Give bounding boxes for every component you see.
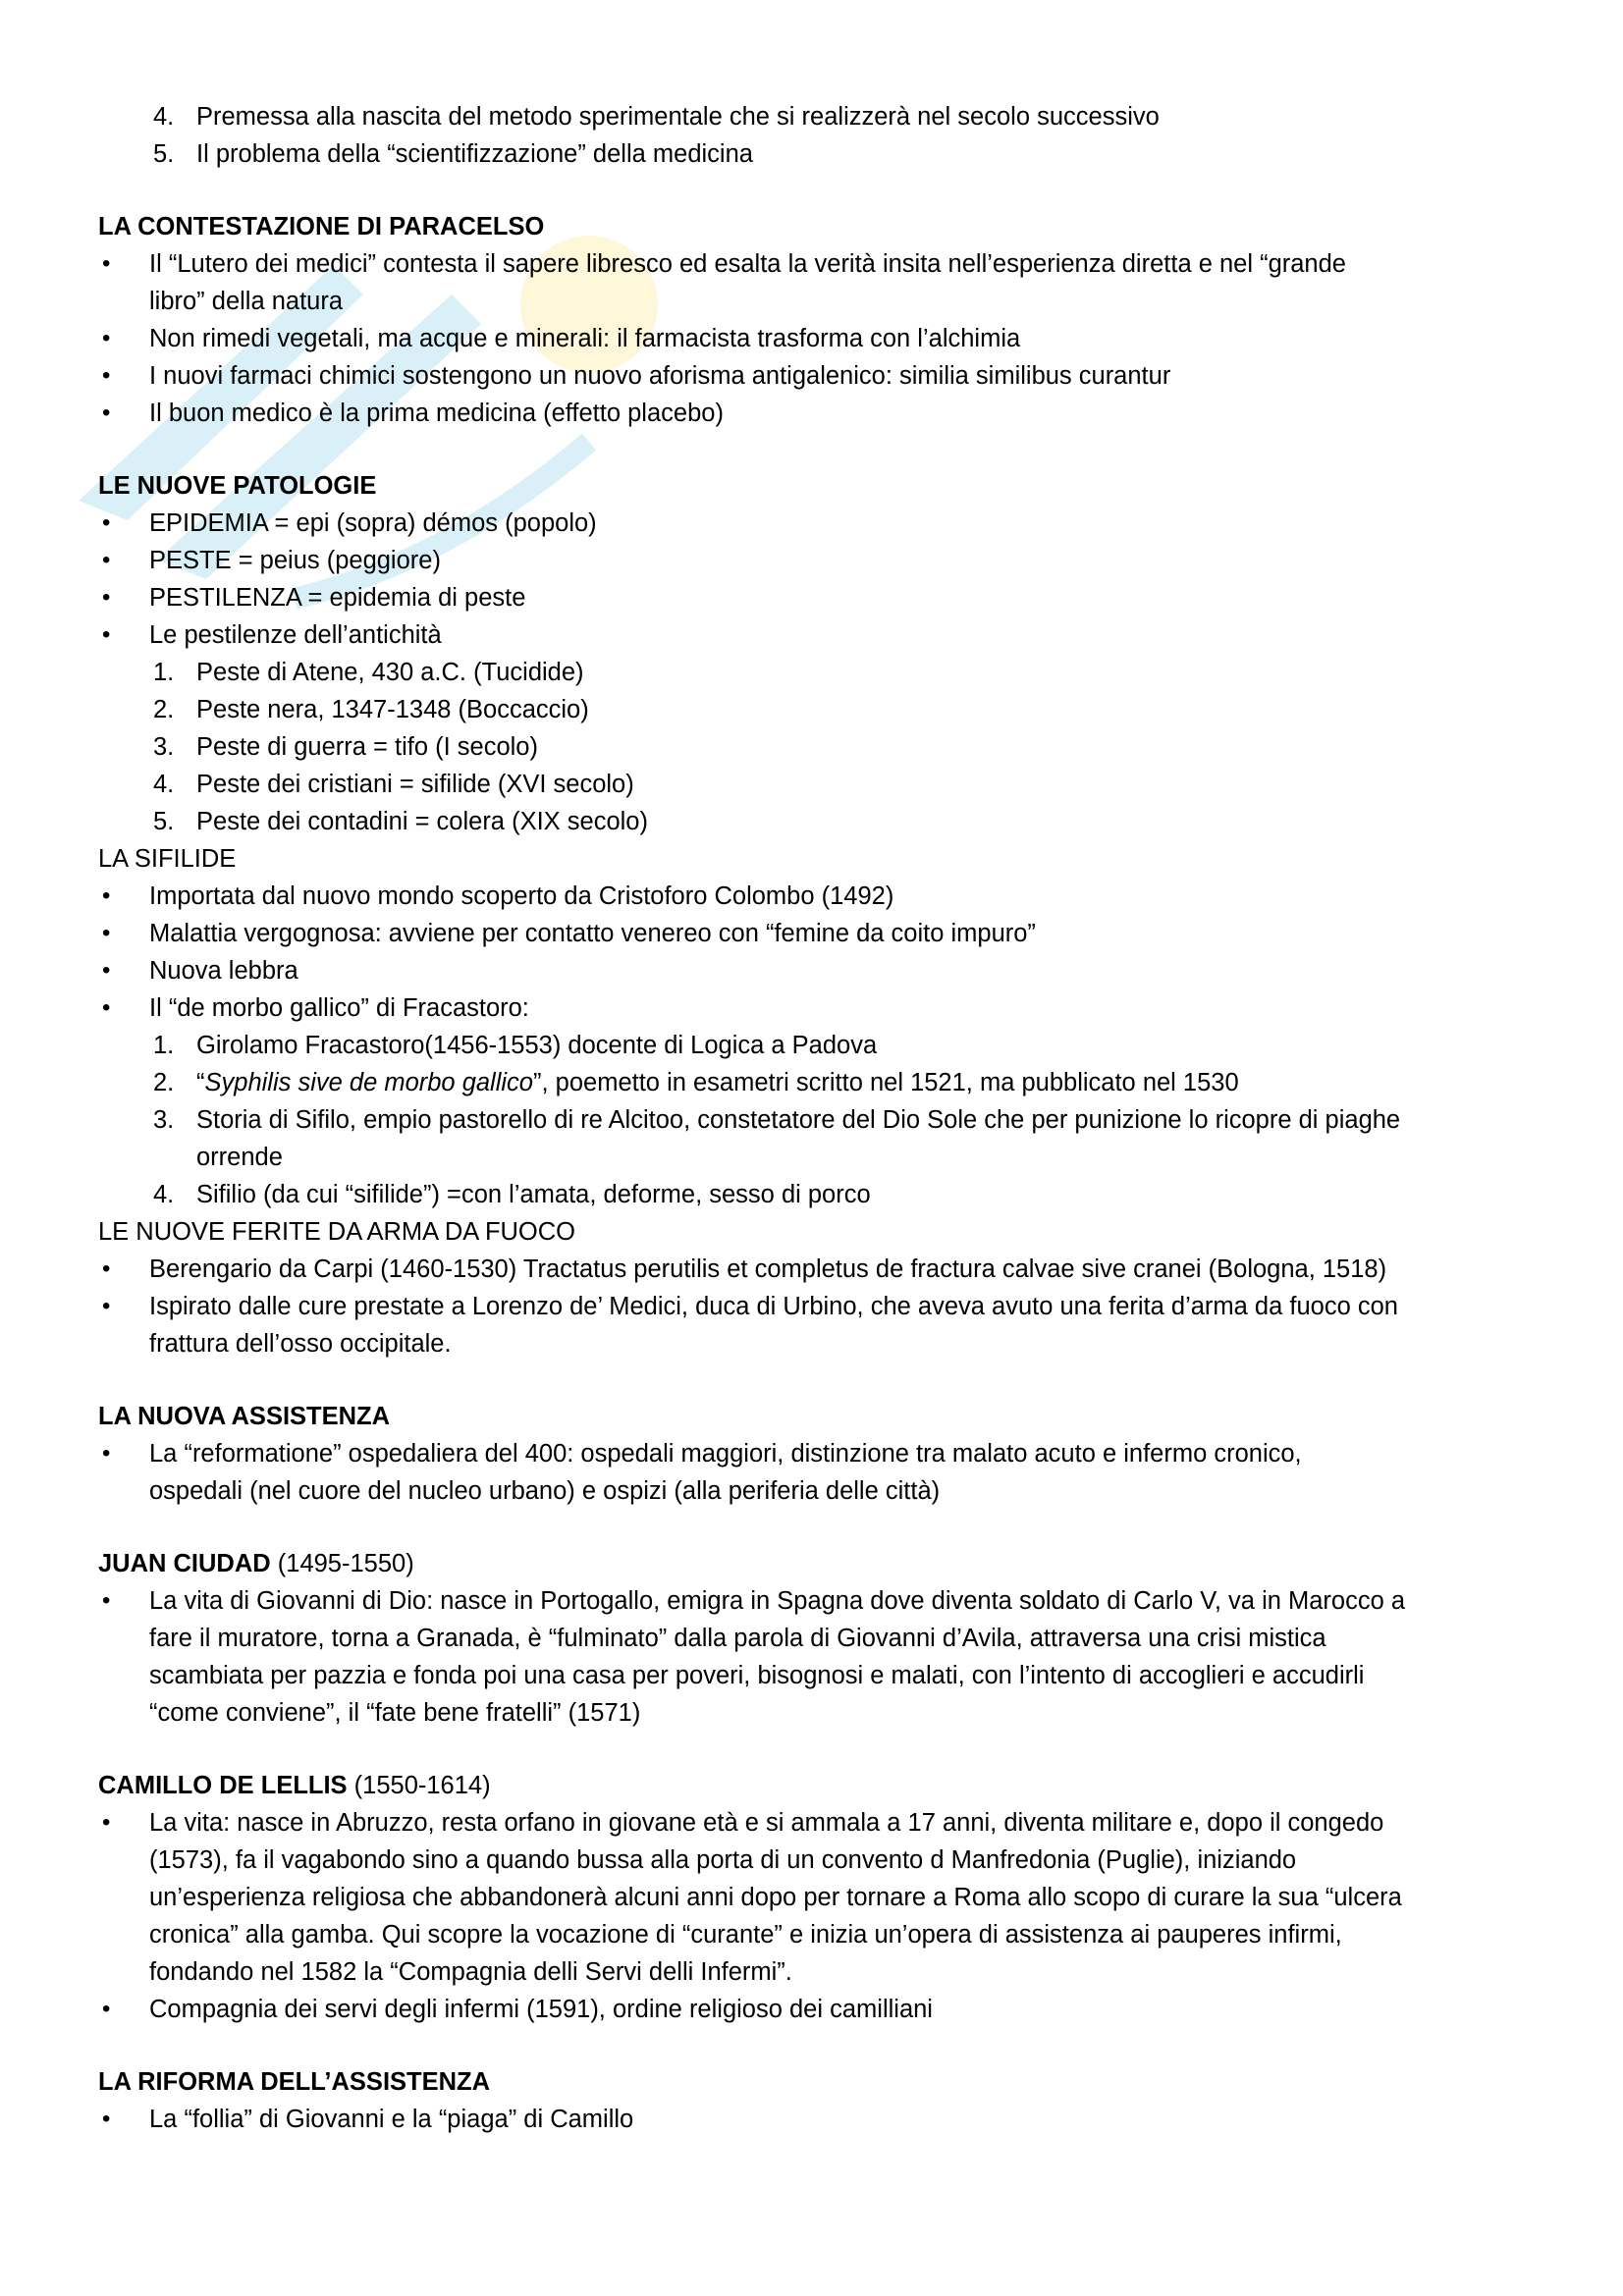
section-heading-juan: JUAN CIUDAD (1495-1550) <box>98 1550 414 1577</box>
bullet-item: • Il “Lutero dei medici” contesta il sapere libresco ed esalta la verità insita nell’esperienza diretta e nel “grande <box>98 245 1542 283</box>
bullet-continuation: “come conviene”, il “fate bene fratelli” (1571) <box>149 1699 641 1727</box>
list-item-continuation: orrende <box>196 1144 283 1171</box>
list-item: 1. Peste di Atene, 430 a.C. (Tucidide) <box>153 659 584 686</box>
list-item: 4. Sifilio (da cui “sifilide”) =con l’amata, deforme, sesso di porco <box>153 1181 871 1208</box>
list-item: 3. Storia di Sifilo, empio pastorello di re Alcitoo, constetatore del Dio Sole che per punizione lo ricopre di piaghe <box>153 1106 1401 1134</box>
bullet-item: • PESTE = peius (peggiore) <box>98 542 1542 579</box>
bullet-continuation: fondando nel 1582 la “Compagnia delli Servi delli Infermi”. <box>149 1958 792 1986</box>
section-heading-ferite: LE NUOVE FERITE DA ARMA DA FUOCO <box>98 1218 576 1246</box>
list-item: 5. Peste dei contadini = colera (XIX secolo) <box>153 808 648 835</box>
bullet-item: • Le pestilenze dell’antichità <box>98 616 1542 654</box>
list-item: 5. Il problema della “scientifizzazione” della medicina <box>153 140 753 168</box>
bullet-item: • I nuovi farmaci chimici sostengono un nuovo aforisma antigalenico: similia similibus curantur <box>98 357 1542 395</box>
section-heading-paracelso: LA CONTESTAZIONE DI PARACELSO <box>98 213 545 240</box>
document-page <box>98 98 1542 2138</box>
bullet-item: • PESTILENZA = epidemia di peste <box>98 579 1542 616</box>
bullet-item: • Il “de morbo gallico” di Fracastoro: <box>98 989 1542 1027</box>
bullet-item: • Importata dal nuovo mondo scoperto da Cristoforo Colombo (1492) <box>98 878 1542 915</box>
list-item: 1. Girolamo Fracastoro(1456-1553) docente di Logica a Padova <box>153 1032 878 1059</box>
bullet-item: • Malattia vergognosa: avviene per contatto venereo con “femine da coito impuro” <box>98 915 1542 952</box>
list-item: 4. Peste dei cristiani = sifilide (XVI secolo) <box>153 771 634 798</box>
section-heading-assistenza: LA NUOVA ASSISTENZA <box>98 1403 391 1430</box>
bullet-item: • La “follia” di Giovanni e la “piaga” di Camillo <box>98 2101 1542 2138</box>
bullet-item: • La vita: nasce in Abruzzo, resta orfano in giovane età e si ammala a 17 anni, diventa militare e, dopo il congedo <box>98 1804 1542 1842</box>
bullet-item: • Ispirato dalle cure prestate a Lorenzo de’ Medici, duca di Urbino, che aveva avuto una ferita d’arma da fuoco con <box>98 1288 1542 1325</box>
bullet-continuation: (1573), fa il vagabondo sino a quando bussa alla porta di un convento d Manfredonia (Puglie), iniziando <box>149 1846 1297 1874</box>
section-heading-camillo: CAMILLO DE LELLIS (1550-1614) <box>98 1772 491 1799</box>
list-item: 3. Peste di guerra = tifo (I secolo) <box>153 733 538 761</box>
section-heading-patologie: LE NUOVE PATOLOGIE <box>98 472 377 500</box>
bullet-continuation: scambiata per pazzia e fonda poi una casa per poveri, bisognosi e malati, con l’intento di accoglieri e accudirli <box>149 1662 1365 1689</box>
section-heading-riforma: LA RIFORMA DELL’ASSISTENZA <box>98 2068 491 2096</box>
bullet-continuation: un’esperienza religiosa che abbandonerà alcuni anni dopo per tornare a Roma allo scopo di curare la sua “ulcera <box>149 1884 1402 1911</box>
list-item: 2. “Syphilis sive de morbo gallico”, poemetto in esametri scritto nel 1521, ma pubblicato nel 1530 <box>153 1069 1239 1096</box>
bullet-continuation: ospedali (nel cuore del nucleo urbano) e ospizi (alla periferia delle città) <box>149 1477 941 1505</box>
bullet-continuation: frattura dell’osso occipitale. <box>149 1330 452 1358</box>
bullet-item: • Nuova lebbra <box>98 952 1542 989</box>
bullet-item: • La “reformatione” ospedaliera del 400: ospedali maggiori, distinzione tra malato acuto e infermo cronico, <box>98 1435 1542 1472</box>
bullet-item: • Berengario da Carpi (1460-1530) Tractatus perutilis et completus de fractura calvae sive cranei (Bologna, 1518) <box>98 1251 1542 1288</box>
bullet-item: • EPIDEMIA = epi (sopra) démos (popolo) <box>98 505 1542 542</box>
section-heading-sifilide: LA SIFILIDE <box>98 845 237 873</box>
list-item: 2. Peste nera, 1347-1348 (Boccaccio) <box>153 696 589 723</box>
bullet-item: • Non rimedi vegetali, ma acque e minerali: il farmacista trasforma con l’alchimia <box>98 320 1542 357</box>
bullet-item: • Compagnia dei servi degli infermi (1591), ordine religioso dei camilliani <box>98 1991 1542 2028</box>
bullet-continuation: fare il muratore, torna a Granada, è “fulminato” dalla parola di Giovanni d’Avila, attraversa una crisi mistica <box>149 1625 1326 1652</box>
bullet-item: • Il buon medico è la prima medicina (effetto placebo) <box>98 395 1542 432</box>
bullet-item: • La vita di Giovanni di Dio: nasce in Portogallo, emigra in Spagna dove diventa soldato di Carlo V, va in Marocco a <box>98 1582 1542 1620</box>
bullet-continuation: libro” della natura <box>149 288 344 315</box>
list-item: 4. Premessa alla nascita del metodo sperimentale che si realizzerà nel secolo successivo <box>153 103 1160 131</box>
bullet-continuation: cronica” alla gamba. Qui scopre la vocazione di “curante” e inizia un’opera di assistenza ai pauperes infirmi, <box>149 1921 1342 1949</box>
